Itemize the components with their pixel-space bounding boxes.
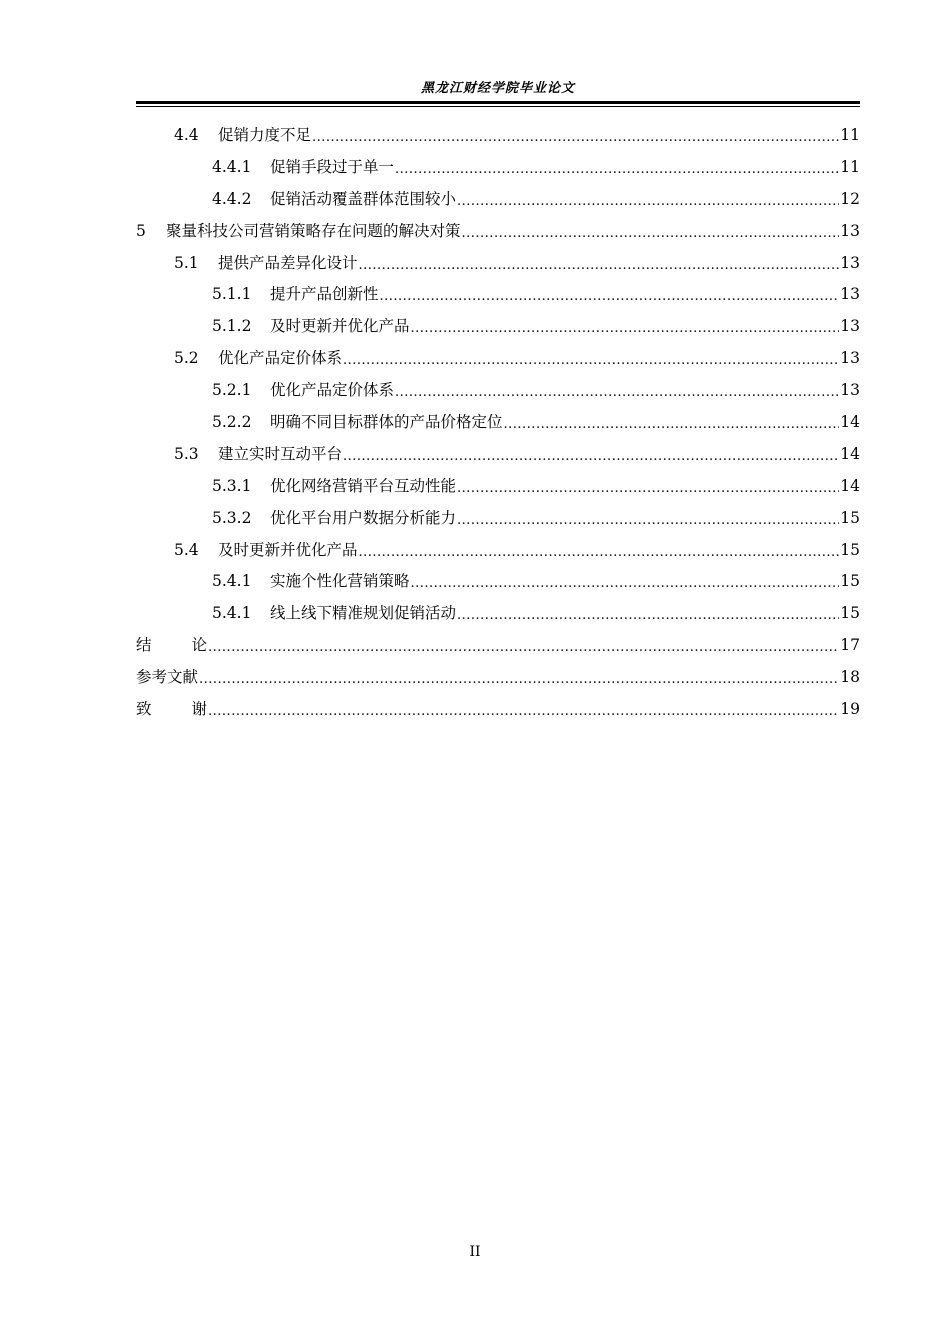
toc-entry-title: 实施个性化营销策略: [270, 572, 410, 591]
toc-dot-leader: [457, 509, 839, 531]
toc-entry-title: 优化网络营销平台互动性能: [270, 476, 457, 495]
toc-entry-number: 5.2: [174, 349, 199, 368]
page-header: [136, 80, 860, 106]
toc-entry[interactable]: [136, 215, 860, 247]
toc-entry-number: 5.3.2: [212, 508, 252, 527]
toc-entry-title: 促销活动覆盖群体范围较小: [270, 189, 457, 208]
toc-entry-title: 致谢: [136, 699, 208, 718]
toc-entry-page: 15: [840, 508, 860, 527]
toc-entry-page: 15: [840, 540, 860, 559]
toc-entry-number: 5.3.1: [212, 476, 252, 495]
toc-entry-title: 明确不同目标群体的产品价格定位: [270, 412, 503, 431]
toc-entry-page: 17: [840, 636, 860, 655]
header-rule-thick: [136, 101, 860, 104]
toc-entry-title: 促销手段过于单一: [270, 157, 395, 176]
toc-dot-leader: [199, 668, 839, 690]
toc-entry-page: 13: [840, 221, 860, 240]
toc-dot-leader: [380, 285, 840, 307]
toc-dot-leader: [462, 222, 840, 244]
table-of-contents: [136, 119, 860, 725]
toc-entry[interactable]: [136, 502, 860, 534]
toc-entry-title: 及时更新并优化产品: [270, 317, 410, 336]
toc-entry[interactable]: [136, 310, 860, 342]
toc-entry-number: 5.4: [174, 540, 199, 559]
toc-entry-title: 线上线下精准规划促销活动: [270, 604, 457, 623]
toc-entry-number: 5.4.1: [212, 604, 252, 623]
toc-dot-leader: [395, 158, 839, 180]
toc-entry-page: 15: [840, 572, 860, 591]
toc-dot-leader: [208, 700, 839, 722]
toc-entry-number: 5.4.1: [212, 572, 252, 591]
toc-entry-title: 优化产品定价体系: [270, 381, 395, 400]
toc-dot-leader: [395, 381, 839, 403]
toc-entry-page: 13: [840, 253, 860, 272]
toc-entry-number: 5.1: [174, 253, 199, 272]
toc-entry-title: 建立实时互动平台: [218, 444, 343, 463]
toc-entry[interactable]: [136, 661, 860, 693]
toc-dot-leader: [457, 190, 839, 212]
toc-dot-leader: [411, 572, 840, 594]
toc-entry-title: 优化平台用户数据分析能力: [270, 508, 457, 527]
toc-entry[interactable]: [136, 406, 860, 438]
toc-dot-leader: [411, 317, 840, 339]
toc-entry-page: 13: [840, 381, 860, 400]
toc-entry[interactable]: [136, 534, 860, 566]
toc-entry-page: 13: [840, 349, 860, 368]
page-number: II: [469, 1244, 481, 1260]
toc-entry[interactable]: [136, 693, 860, 725]
toc-entry-number: 5.3: [174, 444, 199, 463]
toc-dot-leader: [312, 126, 839, 148]
toc-entry-title: 结论: [136, 636, 208, 655]
toc-entry-page: 14: [840, 476, 860, 495]
toc-entry-page: 14: [840, 412, 860, 431]
toc-dot-leader: [208, 636, 839, 658]
toc-entry-title: 优化产品定价体系: [218, 349, 343, 368]
toc-entry[interactable]: [136, 342, 860, 374]
toc-dot-leader: [504, 413, 840, 435]
toc-entry-number: 5.1.2: [212, 317, 252, 336]
toc-entry[interactable]: [136, 247, 860, 279]
toc-entry-number: 5.2.1: [212, 381, 252, 400]
toc-entry-page: 11: [840, 157, 860, 176]
toc-entry-number: 5.2.2: [212, 412, 252, 431]
toc-entry-number: 5.1.1: [212, 285, 252, 304]
toc-entry-page: 19: [840, 699, 860, 718]
header-title: 黑龙江财经学院毕业论文: [420, 81, 575, 96]
toc-entry[interactable]: [136, 151, 860, 183]
header-rule-thin: [136, 106, 860, 107]
toc-entry[interactable]: [136, 119, 860, 151]
toc-dot-leader: [359, 254, 840, 276]
toc-entry-page: 11: [840, 125, 860, 144]
toc-entry-page: 13: [840, 285, 860, 304]
toc-entry-page: 12: [840, 189, 860, 208]
toc-entry-title: 促销力度不足: [218, 125, 312, 144]
toc-entry[interactable]: [136, 183, 860, 215]
toc-entry[interactable]: [136, 597, 860, 629]
toc-entry-page: 14: [840, 444, 860, 463]
toc-dot-leader: [457, 604, 839, 626]
toc-entry-number: 4.4: [174, 125, 199, 144]
toc-entry-number: 4.4.2: [212, 189, 252, 208]
toc-entry-page: 13: [840, 317, 860, 336]
toc-dot-leader: [343, 445, 839, 467]
toc-entry-page: 18: [840, 668, 860, 687]
toc-entry-title: 参考文献: [136, 668, 199, 687]
toc-entry-number: 5: [136, 221, 146, 240]
toc-entry[interactable]: [136, 629, 860, 661]
toc-entry-title: 提升产品创新性: [270, 285, 379, 304]
toc-entry-number: 4.4.1: [212, 157, 252, 176]
toc-entry[interactable]: [136, 565, 860, 597]
toc-entry[interactable]: [136, 278, 860, 310]
toc-dot-leader: [343, 349, 839, 371]
toc-entry-page: 15: [840, 604, 860, 623]
toc-dot-leader: [359, 541, 840, 563]
toc-entry-title: 及时更新并优化产品: [218, 540, 358, 559]
toc-entry[interactable]: [136, 470, 860, 502]
toc-entry-title: 提供产品差异化设计: [218, 253, 358, 272]
toc-dot-leader: [457, 477, 839, 499]
toc-entry[interactable]: [136, 374, 860, 406]
toc-entry-title: 聚量科技公司营销策略存在问题的解决对策: [166, 221, 461, 240]
toc-entry[interactable]: [136, 438, 860, 470]
